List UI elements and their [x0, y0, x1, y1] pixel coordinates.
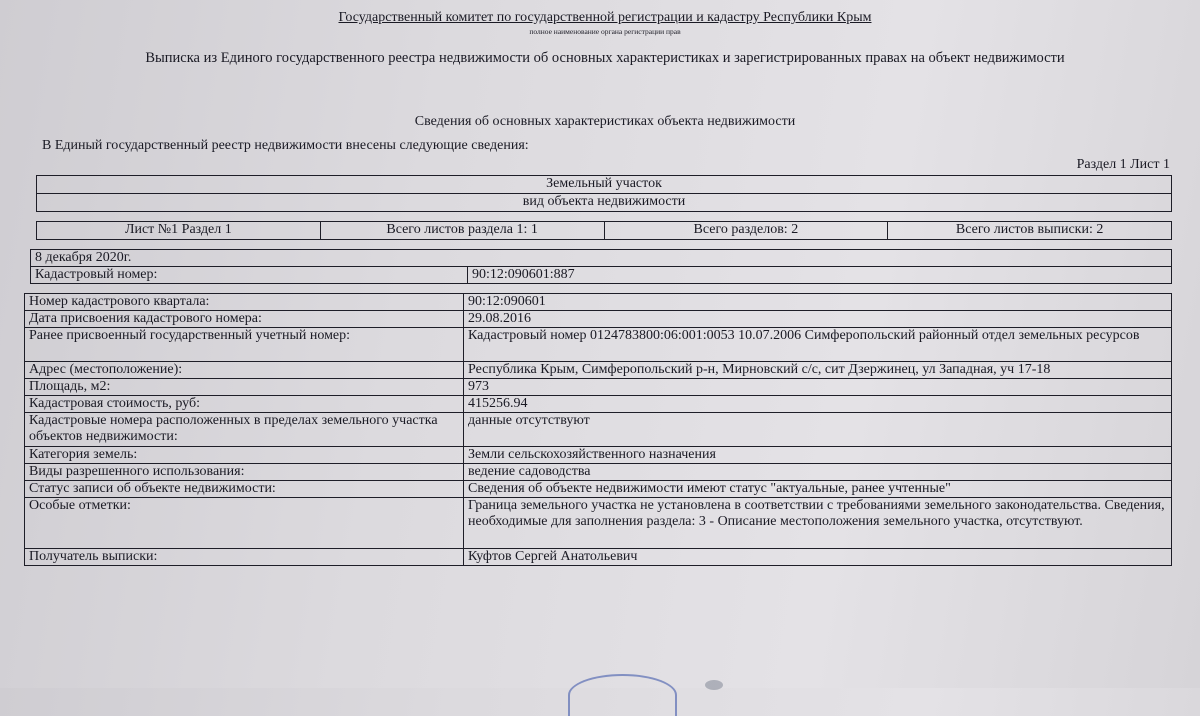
field-value: Сведения об объекте недвижимости имеют статус "актуальные, ранее учтенные": [464, 481, 1172, 498]
table-row: [25, 549, 1172, 566]
table-row: [25, 328, 1172, 362]
field-value: 973: [464, 379, 1172, 396]
field-value: Земли сельскохозяйственного назначения: [464, 447, 1172, 464]
field-value: ведение садоводства: [464, 464, 1172, 481]
record-date: 8 декабря 2020г.: [31, 250, 1172, 267]
sections-total: Всего разделов: 2: [604, 222, 888, 240]
object-type-caption: вид объекта недвижимости: [37, 194, 1172, 212]
sheets-in-section: Всего листов раздела 1: 1: [320, 222, 604, 240]
field-label: Кадастровые номера расположенных в пределах земельного участка объектов недвижимости:: [25, 413, 464, 447]
field-label: Статус записи об объекте недвижимости:: [25, 481, 464, 498]
object-type-table: [36, 175, 1172, 212]
cadastral-number-value: 90:12:090601:887: [468, 267, 1172, 284]
sheet-info-table: [36, 221, 1172, 240]
table-row: [25, 362, 1172, 379]
record-table: [30, 249, 1172, 284]
sheet-number: Лист №1 Раздел 1: [37, 222, 321, 240]
table-row: [25, 294, 1172, 311]
field-label: Особые отметки:: [25, 498, 464, 549]
field-value: данные отсутствуют: [464, 413, 1172, 447]
table-row: [25, 498, 1172, 549]
field-label: Дата присвоения кадастрового номера:: [25, 311, 464, 328]
ink-mark: [705, 680, 723, 690]
field-label: Категория земель:: [25, 447, 464, 464]
agency-name: Государственный комитет по государственной регистрации и кадастру Республики Крым: [338, 10, 872, 25]
field-label: Виды разрешенного использования:: [25, 464, 464, 481]
section-title: Сведения об основных характеристиках объекта недвижимости: [414, 114, 796, 129]
table-row: [25, 396, 1172, 413]
characteristics-table: [24, 293, 1172, 566]
field-label: Кадастровая стоимость, руб:: [25, 396, 464, 413]
field-label: Номер кадастрового квартала:: [25, 294, 464, 311]
field-label: Адрес (местоположение):: [25, 362, 464, 379]
field-value: 29.08.2016: [464, 311, 1172, 328]
field-label: Ранее присвоенный государственный учетный номер:: [25, 328, 464, 362]
extract-title: Выписка из Единого государственного реестра недвижимости об основных характеристиках и зарегистрированных правах на объект недвижимости: [145, 50, 1065, 66]
field-value: Республика Крым, Симферопольский р-н, Мирновский с/с, сит Дзержинец, ул Западная, уч 17-18: [464, 362, 1172, 379]
table-row: [25, 447, 1172, 464]
table-row: [25, 413, 1172, 447]
object-type: Земельный участок: [37, 176, 1172, 194]
field-value: 90:12:090601: [464, 294, 1172, 311]
cadastral-number-label: Кадастровый номер:: [31, 267, 468, 284]
agency-caption: полное наименование органа регистрации прав: [529, 27, 681, 36]
field-value: Граница земельного участка не установлена в соответствии с требованиями земельного законодательства. Сведения, необходимые для заполнения раздела: 3 - Описание местоположения земельного участка, отсутствуют.: [464, 498, 1172, 549]
intro-text: В Единый государственный реестр недвижимости внесены следующие сведения:: [42, 138, 529, 153]
field-label: Получатель выписки:: [25, 549, 464, 566]
sheets-total: Всего листов выписки: 2: [888, 222, 1172, 240]
field-value: Куфтов Сергей Анатольевич: [464, 549, 1172, 566]
table-row: [25, 481, 1172, 498]
field-label: Площадь, м2:: [25, 379, 464, 396]
field-value: Кадастровый номер 0124783800:06:001:0053 10.07.2006 Симферопольский районный отдел земельных ресурсов: [464, 328, 1172, 362]
table-row: [25, 464, 1172, 481]
stamp-seal: [568, 674, 677, 716]
table-row: [25, 311, 1172, 328]
section-reference: Раздел 1 Лист 1: [1076, 157, 1170, 172]
table-row: [25, 379, 1172, 396]
field-value: 415256.94: [464, 396, 1172, 413]
